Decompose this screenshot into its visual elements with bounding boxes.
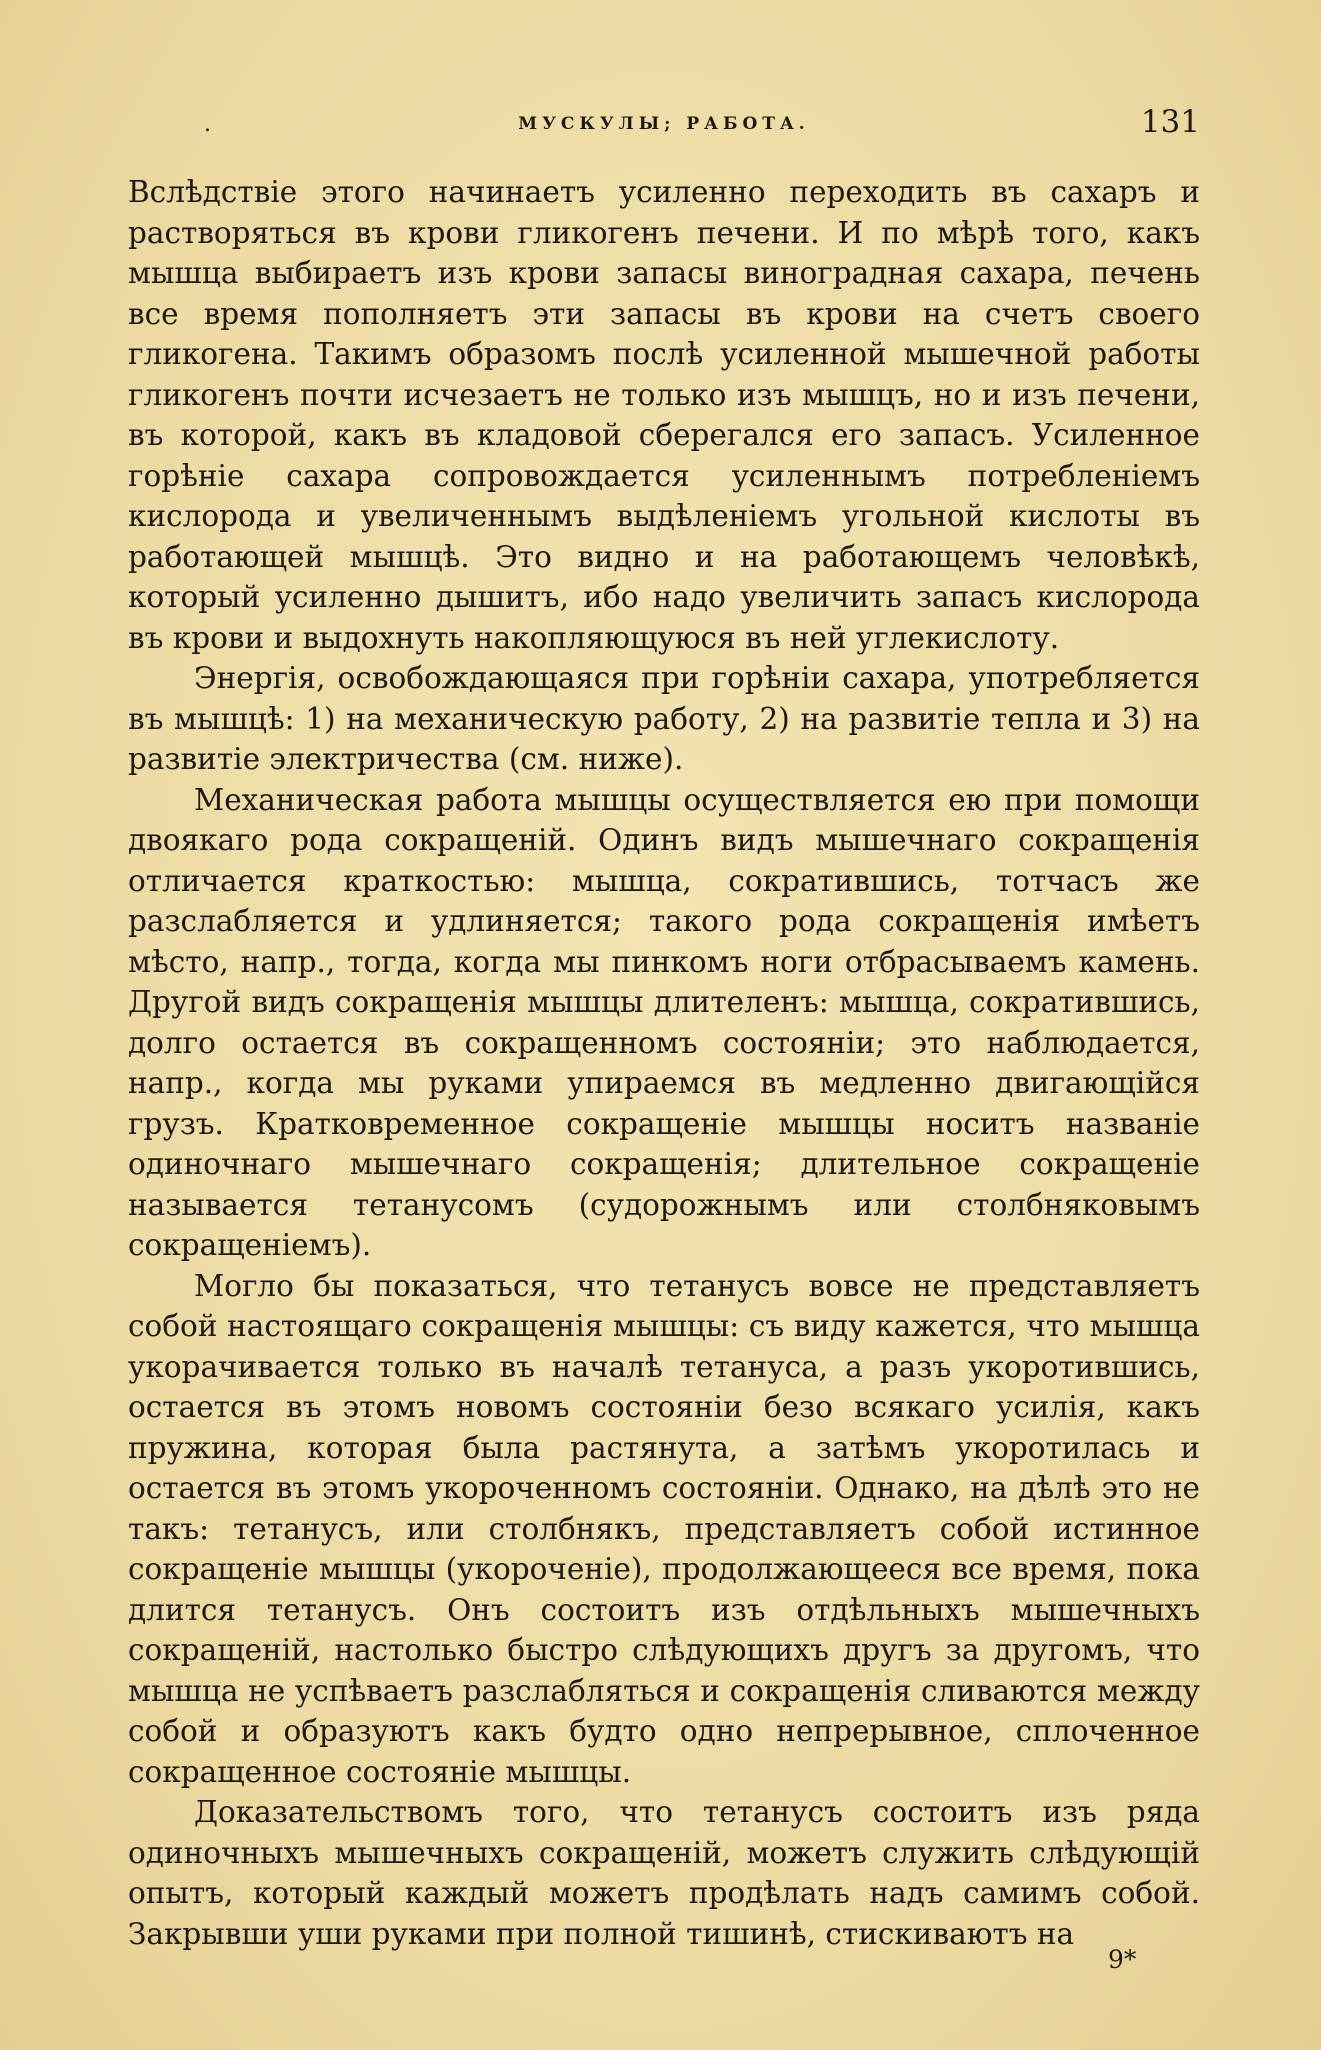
paragraph: Вслѣдствіе этого начинаетъ усиленно переходить въ сахаръ и растворяться въ крови гликогенъ печени. И по мѣрѣ того, какъ мышца выбираетъ изъ крови запасы виноградная сахара, печень все время пополняетъ эти запасы въ крови на счетъ своего гликогена. Такимъ образомъ послѣ усиленной мышечной работы гликогенъ почти исчезаетъ не только изъ мышцъ, но и изъ печени, въ которой, какъ въ кладовой сберегался его запасъ. Усиленное горѣніе сахара сопровождается усиленнымъ потребленіемъ кислорода и увеличеннымъ выдѣленіемъ угольной кислоты въ работающей мышцѣ. Это видно и на работающемъ человѣкѣ, который усиленно дышитъ, ибо надо увеличить запасъ кислорода въ крови и выдохнуть накопляющуюся въ ней углекислоту. bbox=[128, 175, 1200, 655]
paragraph: Могло бы показаться, что тетанусъ вовсе не представляетъ собой настоящаго сокращенія мышцы: съ виду кажется, что мышца укорачивается только въ началѣ тетануса, а разъ укоротившись, остается въ этомъ новомъ состояніи безо всякаго усилія, какъ пружина, которая была растянута, а затѣмъ укоротилась и остается въ этомъ укороченномъ состояніи. Однако, на дѣлѣ это не такъ: тетанусъ, или столбнякъ, представляетъ собой истинное сокращеніе мышцы (укороченіе), продолжающееся все время, пока длится тетанусъ. Онъ состоитъ изъ отдѣльныхъ мышечныхъ сокращеній, настолько быстро слѣдующихъ другъ за другомъ, что мышца не успѣваетъ разслабляться и сокращенія сливаются между собой и образуютъ какъ будто одно непрерывное, сплоченное сокращенное состояніе мышцы. bbox=[128, 1268, 1200, 1789]
paragraph: Энергія, освобождающаяся при горѣніи сахара, употребляется въ мышцѣ: 1) на механическую работу, 2) на развитіе тепла и 3) на развитіе электричества (см. ниже). bbox=[128, 661, 1200, 776]
page bbox=[128, 104, 1200, 1954]
signature-mark: 9* bbox=[1108, 1945, 1137, 1974]
header-dot: . bbox=[204, 112, 211, 137]
running-head-title: МУСКУЛЫ; РАБОТА. bbox=[518, 114, 810, 134]
page-number: 131 bbox=[1140, 104, 1200, 140]
body-text bbox=[128, 172, 1200, 1954]
paragraph: Механическая работа мышцы осуществляется ею при помощи двоякаго рода сокращеній. Одинъ видъ мышечнаго сокращенія отличается краткостью: мышца, сократившись, тотчасъ же разслабляется и удлиняется; такого рода сокращенія имѣетъ мѣсто, напр., тогда, когда мы пинкомъ ноги отбрасываемъ камень. Другой видъ сокращенія мышцы длителенъ: мышца, сократившись, долго остается въ сокращенномъ состояніи; это наблюдается, напр., когда мы руками упираемся въ медленно двигающійся грузъ. Кратковременное сокращеніе мышцы носитъ названіе одиночнаго мышечнаго сокращенія; длительное сокращеніе называется тетанусомъ (судорожнымъ или столбняковымъ сокращеніемъ). bbox=[128, 782, 1200, 1262]
running-head bbox=[128, 104, 1200, 150]
paragraph: Доказательствомъ того, что тетанусъ состоитъ изъ ряда одиночныхъ мышечныхъ сокращеній, можетъ служить слѣдующій опытъ, который каждый можетъ продѣлать надъ самимъ собой. Закрывши уши руками при полной тишинѣ, стискиваютъ на bbox=[128, 1795, 1200, 1951]
